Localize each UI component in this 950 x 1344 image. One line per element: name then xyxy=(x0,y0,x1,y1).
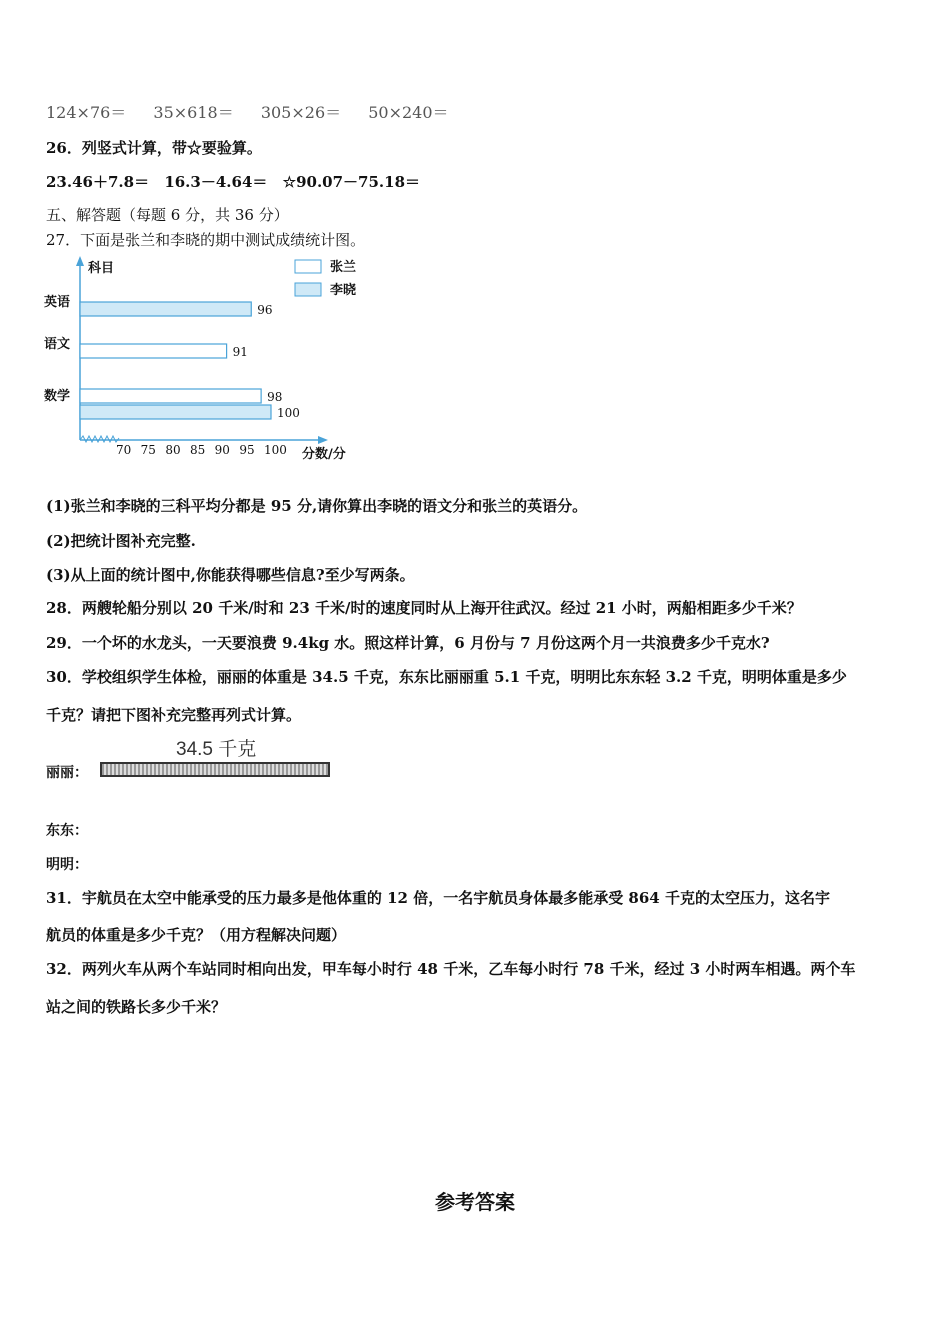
q27-sub3: (3)从上面的统计图中,你能获得哪些信息?至少写两条。 xyxy=(46,566,415,584)
q26-title: 26．列竖式计算，带☆要验算。 xyxy=(46,139,262,157)
bar-李晓 xyxy=(80,302,251,316)
bar-value-label: 96 xyxy=(257,303,273,317)
q32-line2: 站之间的铁路长多少千米？ xyxy=(46,998,227,1016)
x-axis-label: 分数/分 xyxy=(302,447,346,462)
answer-title: 参考答案 xyxy=(435,1190,515,1214)
segment-length-label: 34.5 千克 xyxy=(176,739,257,760)
calc-item: 124×76＝ xyxy=(46,103,127,122)
x-tick-label: 80 xyxy=(165,443,181,457)
bar-value-label: 98 xyxy=(267,390,283,404)
q27-sub2: (2)把统计图补充完整. xyxy=(46,532,196,550)
x-tick-label: 85 xyxy=(190,443,206,457)
x-tick-label: 75 xyxy=(140,443,156,457)
x-tick-label: 95 xyxy=(239,443,255,457)
bar-张兰 xyxy=(80,389,261,403)
legend-label: 李晓 xyxy=(330,283,357,298)
q31-line2: 航员的体重是多少千克？（用方程解决问题） xyxy=(46,926,347,944)
lili-label: 丽丽： xyxy=(46,765,88,781)
calc-item: 16.3－4.64＝ xyxy=(164,173,268,191)
category-label: 英语 xyxy=(44,295,71,310)
q32-line1: 32．两列火车从两个车站同时相向出发，甲车每小时行 48 千米，乙车每小时行 78 千米，经过 3 小时两车相遇。两个车 xyxy=(46,960,856,978)
axis-break xyxy=(80,436,119,442)
y-axis-arrow xyxy=(76,256,84,266)
x-axis-arrow xyxy=(318,436,328,444)
q28-text: 28．两艘轮船分别以 20 千米/时和 23 千米/时的速度同时从上海开往武汉。经过 21 小时，两船相距多少千米？ xyxy=(46,599,802,617)
legend-label: 张兰 xyxy=(330,260,357,275)
calc-item: 50×240＝ xyxy=(368,103,449,122)
calc-item: 35×618＝ xyxy=(153,103,234,122)
q31-line1: 31．宇航员在太空中能承受的压力最多是他体重的 12 倍，一名宇航员身体最多能承受 864 千克的太空压力，这名宇 xyxy=(46,889,830,907)
dongdong-label: 东东： xyxy=(46,823,88,839)
category-label: 语文 xyxy=(44,337,71,352)
q27-title: 27．下面是张兰和李晓的期中测试成绩统计图。 xyxy=(46,231,366,249)
calc-item: 23.46＋7.8＝ xyxy=(46,173,150,191)
bar-张兰 xyxy=(80,344,227,358)
x-tick-label: 90 xyxy=(214,443,230,457)
bar-李晓 xyxy=(80,405,271,419)
q26-row xyxy=(46,171,442,192)
lili-segment xyxy=(100,762,330,777)
category-label: 数学 xyxy=(44,389,71,404)
legend-swatch-zhanglan xyxy=(295,260,321,273)
calc-item: 305×26＝ xyxy=(260,103,342,122)
bar-chart xyxy=(40,254,370,469)
mingming-label: 明明： xyxy=(46,857,88,873)
y-axis-label: 科目 xyxy=(88,261,115,276)
x-tick-label: 70 xyxy=(116,443,132,457)
x-tick-label: 100 xyxy=(264,443,287,457)
q29-text: 29．一个坏的水龙头，一天要浪费 9.4kg 水。照这样计算，6 月份与 7 月份这两个月一共浪费多少千克水? xyxy=(46,634,770,652)
q30-line2: 千克？请把下图补充完整再列式计算。 xyxy=(46,706,302,724)
bar-value-label: 100 xyxy=(277,406,300,420)
q27-sub1: (1)张兰和李晓的三科平均分都是 95 分,请你算出李晓的语文分和张兰的英语分。 xyxy=(46,497,588,515)
section-title: 五、解答题（每题 6 分，共 36 分） xyxy=(46,206,289,224)
q30-line1: 30．学校组织学生体检，丽丽的体重是 34.5 千克，东东比丽丽重 5.1 千克，明明比东东轻 3.2 千克，明明体重是多少 xyxy=(46,668,847,686)
q25-row xyxy=(46,100,471,123)
legend-swatch-lixiao xyxy=(295,283,321,296)
calc-item: ☆90.07－75.18＝ xyxy=(282,173,421,191)
bar-value-label: 91 xyxy=(232,345,248,359)
